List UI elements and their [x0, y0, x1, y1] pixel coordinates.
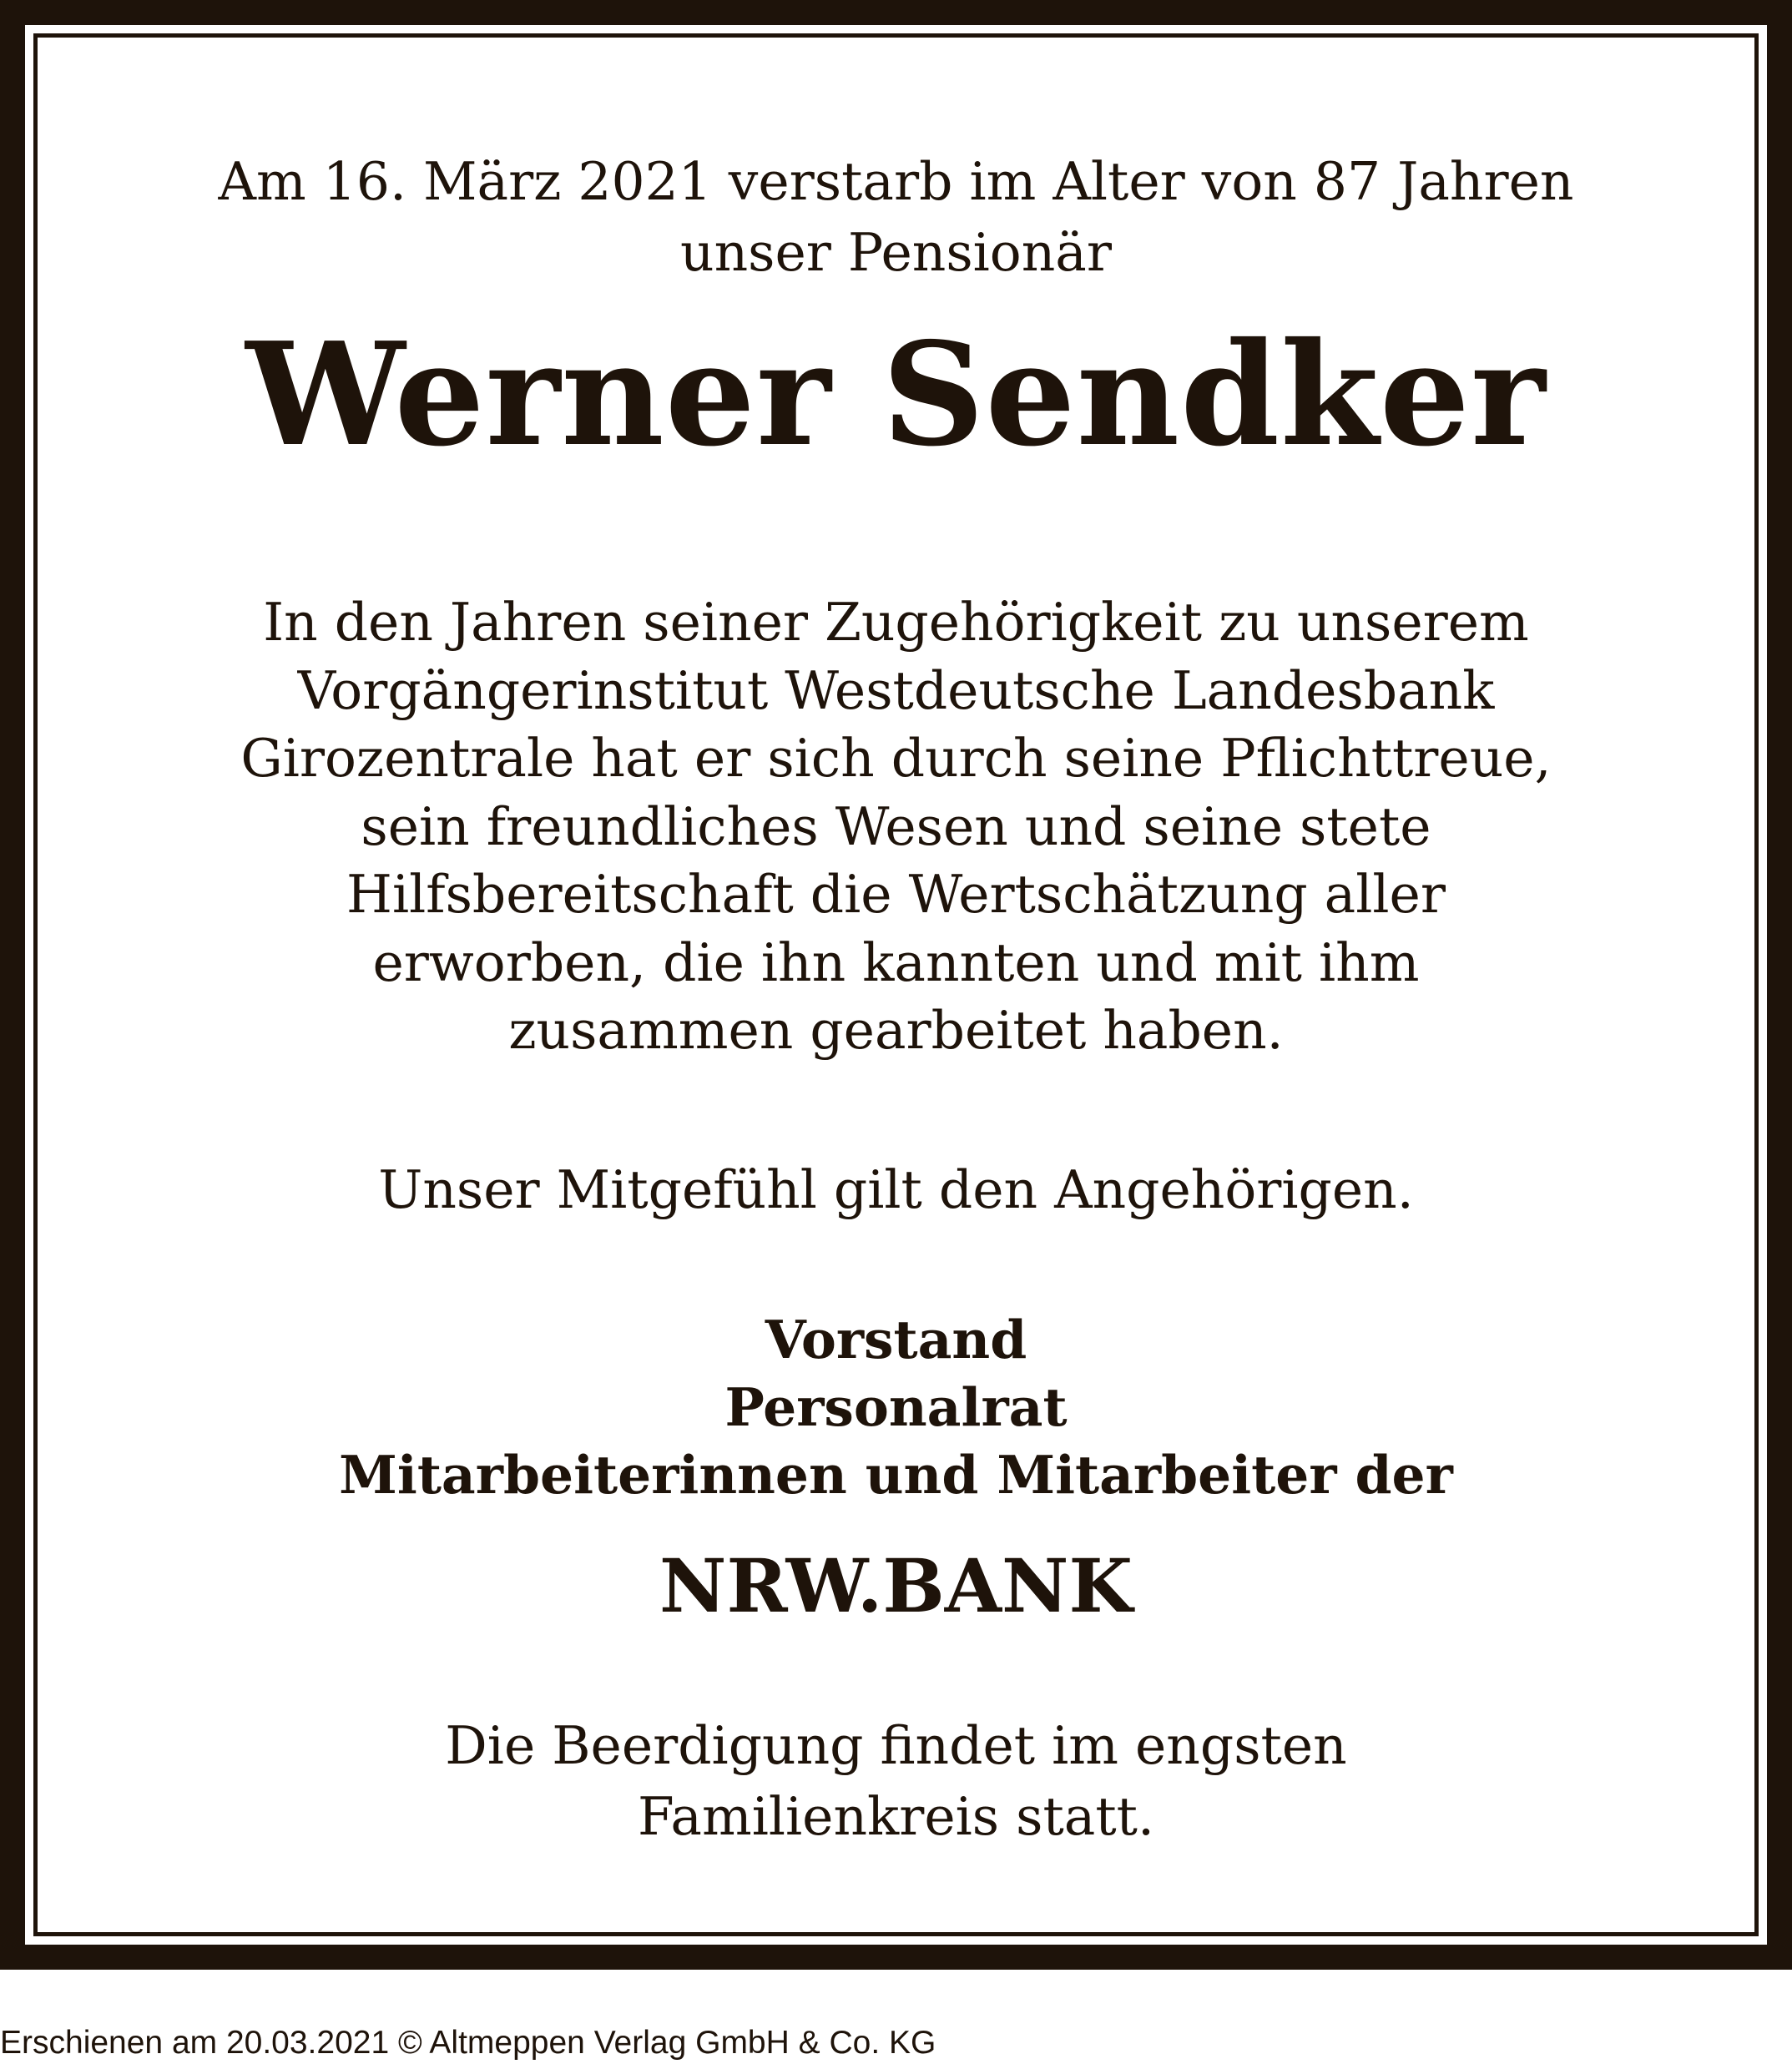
funeral-line: Familienkreis statt.: [638, 1786, 1154, 1847]
tribute-line: zusammen gearbeitet haben.: [508, 1000, 1284, 1061]
tribute-line: erworben, die ihn kannten und mit ihm: [372, 931, 1420, 993]
intro-line: Am 16. März 2021 verstarb im Alter von 87 Jahren: [218, 151, 1574, 212]
signer-line: Vorstand: [765, 1309, 1027, 1370]
tribute-line: Hilfsbereitschaft die Wertschätzung aller: [346, 864, 1446, 925]
tribute-line: Girozentrale hat er sich durch seine Pflichttreue,: [240, 728, 1552, 789]
funeral-line: Die Beerdigung findet im engsten: [445, 1715, 1347, 1776]
publication-footer: Erschienen am 20.03.2021 © Altmeppen Verlag GmbH & Co. KG: [0, 2025, 936, 2061]
tribute-text: [38, 588, 1754, 1065]
signer-line: Personalrat: [724, 1376, 1068, 1438]
intro-line: unser Pensionär: [680, 222, 1112, 283]
sympathy-text: Unser Mitgefühl gilt den Angehörigen.: [378, 1159, 1414, 1220]
bank-name: NRW.BANK: [659, 1542, 1133, 1629]
intro-text: [38, 146, 1754, 288]
tribute-line: Vorgängerinstitut Westdeutsche Landesbank: [297, 659, 1495, 721]
signers-block: [38, 1306, 1754, 1509]
tribute-line: sein freundliches Wesen und seine stete: [361, 795, 1431, 857]
tribute-line: In den Jahren seiner Zugehörigkeit zu unserem: [263, 592, 1529, 653]
deceased-name: Werner Sendker: [245, 311, 1547, 478]
inner-frame: [33, 33, 1759, 1936]
frame-gap: [25, 25, 1767, 1945]
signer-line: Mitarbeiterinnen und Mitarbeiter der: [339, 1444, 1453, 1506]
funeral-note: [38, 1710, 1754, 1852]
